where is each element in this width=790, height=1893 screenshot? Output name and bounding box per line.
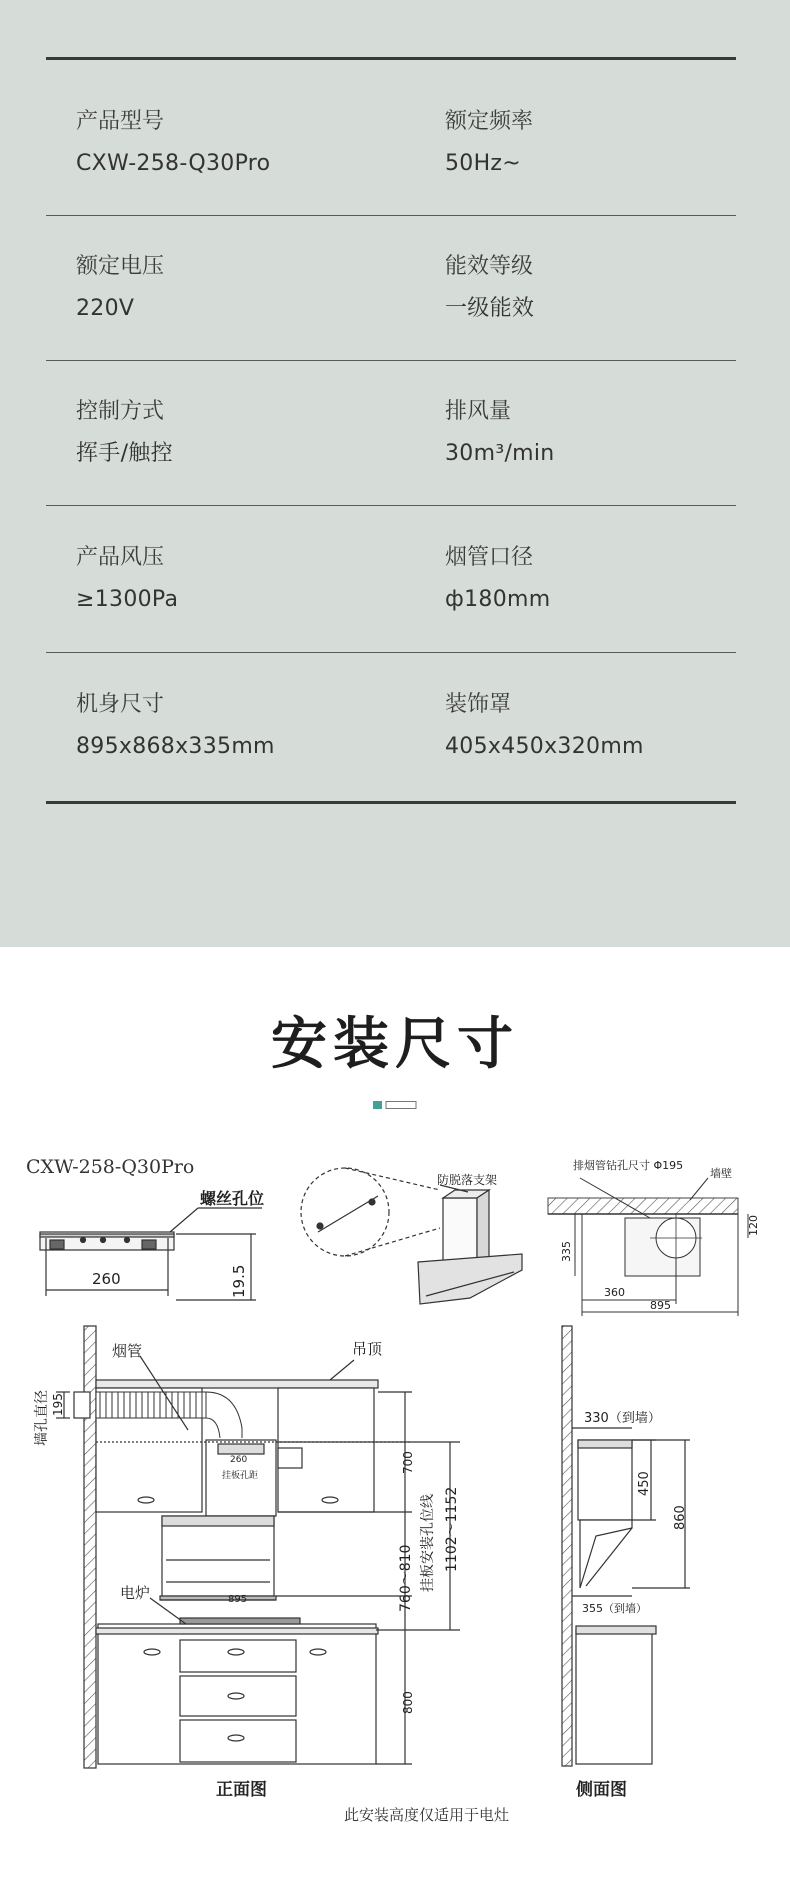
spec-label: 额定电压 xyxy=(76,254,165,279)
dim-895-top: 895 xyxy=(650,1299,671,1312)
dim-260-plate: 260 xyxy=(230,1455,248,1465)
spec-model xyxy=(76,107,396,179)
spec-value: 895x868x335mm xyxy=(76,734,275,759)
spec-label: 额定频率 xyxy=(445,109,534,134)
stove-label: 电炉 xyxy=(120,1584,151,1602)
dim-360: 360 xyxy=(604,1286,625,1299)
spec-frequency xyxy=(445,107,765,179)
dim-760-810: 760～810 xyxy=(398,1544,414,1612)
spec-efficiency xyxy=(445,252,765,324)
spec-label: 排风量 xyxy=(445,399,512,424)
spec-label: 产品风压 xyxy=(76,545,165,570)
dim-860: 860 xyxy=(673,1505,688,1530)
top-rule xyxy=(46,57,736,60)
dim-1102-1152: 1102～1152 xyxy=(444,1486,460,1572)
title-underline-mark xyxy=(373,1100,419,1110)
spec-duct xyxy=(445,543,765,615)
spec-value: 一级能效 xyxy=(445,296,535,321)
spec-pressure xyxy=(76,543,396,615)
front-view-caption: 正面图 xyxy=(216,1780,267,1800)
spec-cover-size xyxy=(445,690,765,762)
flue-label: 烟管 xyxy=(112,1342,143,1360)
install-note: 此安装高度仅适用于电灶 xyxy=(344,1806,510,1824)
installation-drawing xyxy=(0,1140,790,1860)
spec-value: 30m³/min xyxy=(445,441,555,466)
spec-label: 控制方式 xyxy=(76,399,165,424)
spec-label: 机身尺寸 xyxy=(76,692,165,717)
dim-335: 335 xyxy=(560,1241,573,1262)
dim-19-5: 19.5 xyxy=(230,1264,248,1298)
wall-hole-view xyxy=(548,1178,748,1316)
spec-label: 产品型号 xyxy=(76,109,165,134)
spec-control xyxy=(76,397,396,469)
model-number: CXW-258-Q30Pro xyxy=(26,1156,195,1178)
dim-195: 195 xyxy=(51,1393,65,1416)
spec-body-size xyxy=(76,690,396,762)
bottom-rule xyxy=(46,801,736,804)
bracket-top-view xyxy=(40,1208,262,1300)
hood-perspective xyxy=(301,1168,522,1304)
dim-120: 120 xyxy=(747,1215,760,1236)
spec-value: 220V xyxy=(76,296,135,321)
spec-value: CXW-258-Q30Pro xyxy=(76,151,271,176)
dim-355-to-wall: 355（到墙） xyxy=(582,1602,647,1615)
side-elevation xyxy=(562,1326,690,1766)
install-title: 安装尺寸 xyxy=(271,1012,519,1077)
spec-value: 50Hz~ xyxy=(445,151,522,176)
wall-label: 墙壁 xyxy=(710,1167,732,1180)
dim-895-front: 895 xyxy=(228,1594,248,1605)
dim-700: 700 xyxy=(401,1451,415,1474)
dim-800: 800 xyxy=(401,1691,415,1714)
row-divider xyxy=(46,360,736,361)
spec-label: 装饰罩 xyxy=(445,692,512,717)
spec-value: 405x450x320mm xyxy=(445,734,644,759)
dim-330-to-wall: 330（到墙） xyxy=(584,1411,661,1426)
row-divider xyxy=(46,652,736,653)
side-view-caption: 侧面图 xyxy=(576,1780,627,1800)
hang-plate-label: 挂板孔距 xyxy=(222,1471,259,1481)
row-divider xyxy=(46,505,736,506)
ceiling-label: 吊顶 xyxy=(352,1340,383,1358)
drill-size-label: 排烟管钻孔尺寸 Φ195 xyxy=(573,1159,684,1172)
wall-hole-dia-label: 墙孔直径 xyxy=(34,1390,50,1446)
dim-450: 450 xyxy=(637,1471,652,1496)
spec-voltage xyxy=(76,252,396,324)
spec-value: ≥1300Pa xyxy=(76,587,179,612)
spec-label: 烟管口径 xyxy=(445,545,534,570)
spec-label: 能效等级 xyxy=(445,254,534,279)
dim-260: 260 xyxy=(92,1270,121,1288)
spec-airflow xyxy=(445,397,765,469)
screw-holes-label: 螺丝孔位 xyxy=(200,1189,265,1208)
row-divider xyxy=(46,215,736,216)
hang-line-label: 挂板安装孔位线 xyxy=(420,1494,436,1592)
spec-value: 挥手/触控 xyxy=(76,441,173,466)
anti-fall-label: 防脱落支架 xyxy=(437,1173,498,1187)
spec-value: ф180mm xyxy=(445,587,551,612)
